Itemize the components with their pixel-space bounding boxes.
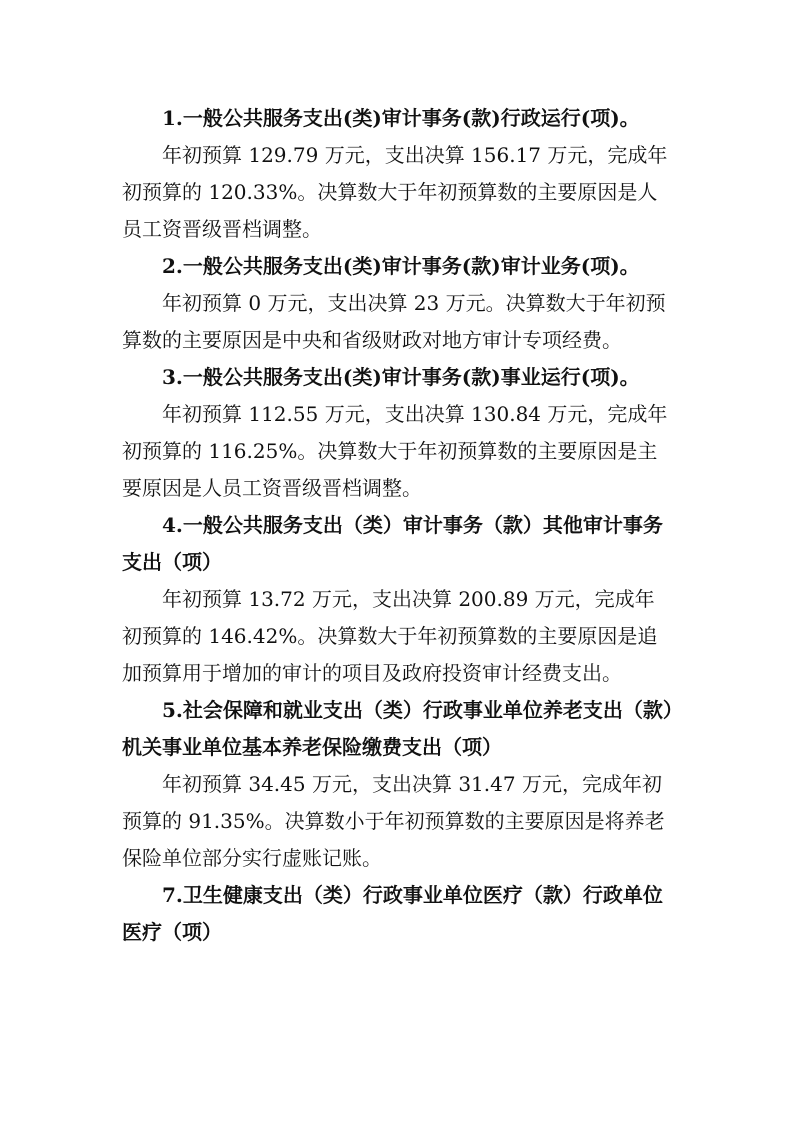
section-body-2: 年初预算 0 万元，支出决算 23 万元。决算数大于年初预算数的主要原因是中央和省级财政对地方审计专项经费。	[122, 291, 666, 352]
section-body-3: 年初预算 112.55 万元，支出决算 130.84 万元，完成年初预算的 116.25%。决算数大于年初预算数的主要原因是主要原因是人员工资晋级晋档调整。	[122, 402, 668, 500]
section-heading-3: 3.一般公共服务支出(类)审计事务(款)事业运行(项)。	[162, 365, 640, 389]
section-body-1: 年初预算 129.79 万元，支出决算 156.17 万元，完成年初预算的 120.33%。决算数大于年初预算数的主要原因是人员工资晋级晋档调整。	[122, 143, 668, 241]
section-heading-4: 4.一般公共服务支出（类）审计事务（款）其他审计事务支出（项）	[122, 513, 663, 574]
section-heading-7: 7.卫生健康支出（类）行政事业单位医疗（款）行政单位医疗（项）	[122, 883, 663, 944]
section-heading-2: 2.一般公共服务支出(类)审计事务(款)审计业务(项)。	[162, 254, 640, 278]
document-content	[122, 100, 674, 951]
section-heading-1: 1.一般公共服务支出(类)审计事务(款)行政运行(项)。	[162, 106, 640, 130]
section-body-5: 年初预算 34.45 万元，支出决算 31.47 万元，完成年初预算的 91.35%。决算数小于年初预算数的主要原因是将养老保险单位部分实行虚账记账。	[122, 772, 665, 870]
section-body-4: 年初预算 13.72 万元，支出决算 200.89 万元，完成年初预算的 146.42%。决算数大于年初预算数的主要原因是追加预算用于增加的审计的项目及政府投资审计经费支出。	[122, 587, 658, 685]
section-heading-5: 5.社会保障和就业支出（类）行政事业单位养老支出（款）机关事业单位基本养老保险缴费支出（项）	[122, 698, 673, 759]
